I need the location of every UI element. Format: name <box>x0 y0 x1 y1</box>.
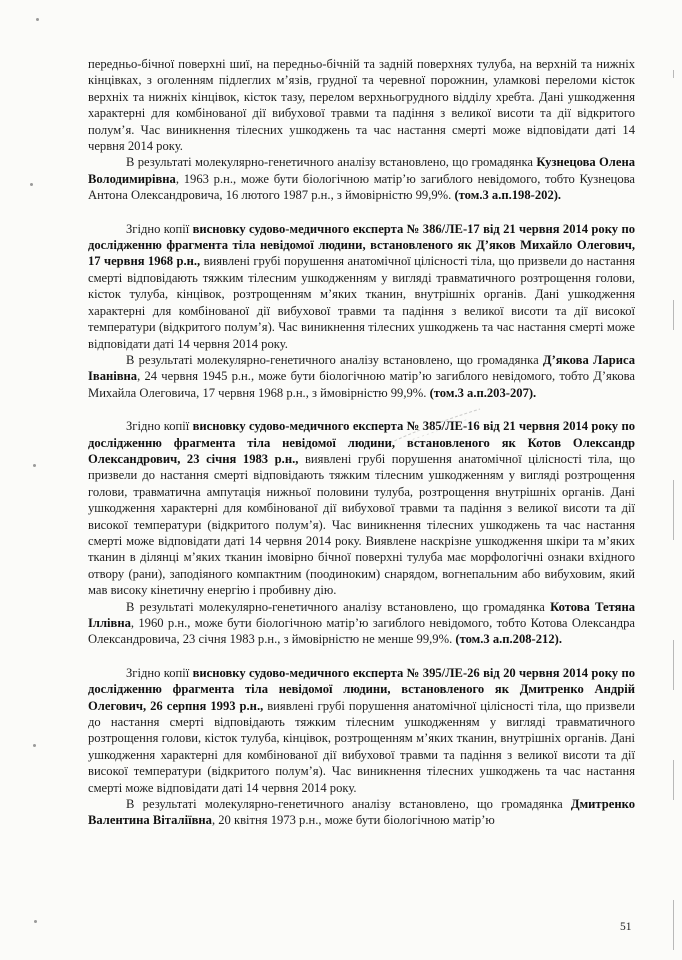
text-run: Згідно копії <box>126 221 193 236</box>
paragraph <box>88 154 635 203</box>
paragraph <box>88 599 635 648</box>
paragraph <box>88 352 635 401</box>
scan-edge-line <box>673 300 675 330</box>
bold-text: висновку судово-медичного експерта № 386/ЛЕ-17 від 21 червня 2014 року по дослідженню фрагмента тіла невідомої людини, встановленого як Д’яков Михайло Олегович, 17 червня 1968 р.н., <box>88 221 635 269</box>
text-run: виявлені грубі порушення анатомічної цілісності тіла, що призвели до настання смерті відповідають тяжким тілесним ушкодженням у вигляді розтрощення голови, травматична ампутація нижньої половини тулуба, розтрощення внутрішніх органів. Дані ушкодження характерні для комбінованої дії вибухової травми та падіння з великої висоти та дії високої температури (відкритого полум’я). Час виникнення тілесних ушкоджень та час настання смерті може відповідати даті 14 червня 2014 року. Виявлене наскрізне ушкодження шкіри та м’яких тканин в ділянці м’яких тканин імовірно бічної поверхні тулуба має морфологічні ознаки вхідного отвору (рани), заподіяного компактним (поодиноким) снарядом, вогнепальним або вибуховим, який мав високу кінетичну енергію і пробивну дію. <box>88 451 636 598</box>
scan-edge-line <box>673 640 675 690</box>
text-run: , 1963 р.н., може бути біологічною матір’ю загиблого невідомого, тобто Кузнецова Антона Олександровича, 16 лютого 1987 р.н., з ймовірністю 99,9%. <box>88 171 635 203</box>
bold-text: Кузнецова Олена Володимирівна <box>88 155 635 186</box>
scan-speck <box>30 183 33 186</box>
paragraph <box>88 56 635 154</box>
bold-text: висновку судово-медичного експерта № 395/ЛЕ-26 від 20 червня 2014 року по дослідженню фрагмента тіла невідомої людини, встановленого як Дмитренко Андрій Олегович, 26 серпня 1993 р.н., <box>88 665 635 713</box>
scan-speck <box>36 18 39 21</box>
text-run: В результаті молекулярно-генетичного аналізу встановлено, що громадянка <box>126 599 551 614</box>
scan-speck <box>33 464 36 467</box>
bold-text: висновку судово-медичного експерта № 385/ЛЕ-16 від 21 червня 2014 року по дослідженню фрагмента тіла невідомої людини, встановленого як Котов Олександр Олександрович, 23 січня 1983 р.н., <box>88 419 635 466</box>
paragraph <box>88 796 635 829</box>
bold-text: Дмитренко Валентина Віталіївна <box>88 797 635 828</box>
text-run: В результаті молекулярно-генетичного аналізу встановлено, що громадянка <box>126 352 543 367</box>
scan-edge-line <box>673 900 675 950</box>
text-run: Згідно копії <box>126 665 193 680</box>
text-run: В результаті молекулярно-генетичного аналізу встановлено, що громадянка <box>126 797 571 812</box>
scan-edge-line <box>673 760 675 800</box>
scan-edge-line <box>673 480 675 540</box>
scan-speck <box>34 920 37 923</box>
paragraph <box>88 221 635 352</box>
bold-text: (том.3 а.п.203-207). <box>429 385 537 400</box>
page-number: 51 <box>620 921 632 933</box>
paragraph <box>88 418 635 598</box>
text-run: , 1960 р.н., може бути біологічною матір’ю загиблого невідомого, тобто Котова Олександра Олександровича, 23 січня 1983 р.н., з ймовірністю не менше 99,9%. <box>88 616 635 647</box>
paragraph-gap <box>88 204 635 221</box>
bold-text: (том.3 а.п.208-212). <box>455 632 562 647</box>
text-run: , 24 червня 1945 р.н., може бути біологічною матір’ю загиблого невідомого, тобто Д’якова Михайла Олеговича, 17 червня 1968 р.н., з ймовірністю 99,9%. <box>88 369 635 400</box>
scan-speck <box>33 744 36 747</box>
text-run: В результаті молекулярно-генетичного аналізу встановлено, що громадянка <box>126 155 537 170</box>
paragraph <box>88 665 635 796</box>
document-body <box>88 56 635 829</box>
scan-edge-line <box>673 70 675 78</box>
bold-text: Д’якова Лариса Іванівна <box>88 352 635 384</box>
text-run: Згідно копії <box>126 419 193 434</box>
text-run: , 20 квітня 1973 р.н., може бути біологічною матір’ю <box>211 813 495 828</box>
bold-text: Котова Тетяна Іллівна <box>88 599 636 630</box>
bold-text: (том.3 а.п.198-202). <box>454 188 562 203</box>
text-run: виявлені грубі порушення анатомічної цілісності тіла, що призвели до настання смерті відповідають тяжким тілесним ушкодженням у вигляді травматичного розтрощення голови, кісток тулуба, кінцівок, розтрощенням м’яких тканин, внутрішніх органів. Дані ушкодження характерні для комбінованої дії вибухової травми та падіння з великої висоти та дії високої температури (відкритого полум’я). Час виникнення тілесних ушкоджень та час настання смерті може відповідати даті 14 червня 2014 року. <box>88 698 635 795</box>
text-run: виявлені грубі порушення анатомічної цілісності тіла, що призвели до настання смерті відповідають тяжким тілесним ушкодженням у вигляді травматичного розтрощення голови, кісток тулуба, кінцівок, розтрощенням м’яких тканин, внутрішніх органів. Дані ушкодження характерні для комбінованої дії вибухової травми та падіння з великої висоти та дії високої температури (відкритого полум’я). Час виникнення тілесних ушкоджень та час настання смерті може відповідати даті 14 червня 2014 року. <box>88 254 636 351</box>
paragraph-gap <box>88 648 635 665</box>
paragraph-gap <box>88 401 635 418</box>
text-run: передньо-бічної поверхні шиї, на передньо-бічній та задній поверхнях тулуба, на верхній та нижніх кінцівках, з оголенням підлеглих м’язів, грудної та черевної порожнин, уламкові переломи кісток верхніх та нижніх кінцівок, кісток тазу, перелом верхньогрудного відділу хребта. Дані ушкодження характерні для комбінованої дії вибухової травми та падіння з великої висоти та дії відкритого полум’я. Час виникнення тілесних ушкоджень та час настання смерті може відповідати даті 14 червня 2014 року. <box>88 57 635 154</box>
